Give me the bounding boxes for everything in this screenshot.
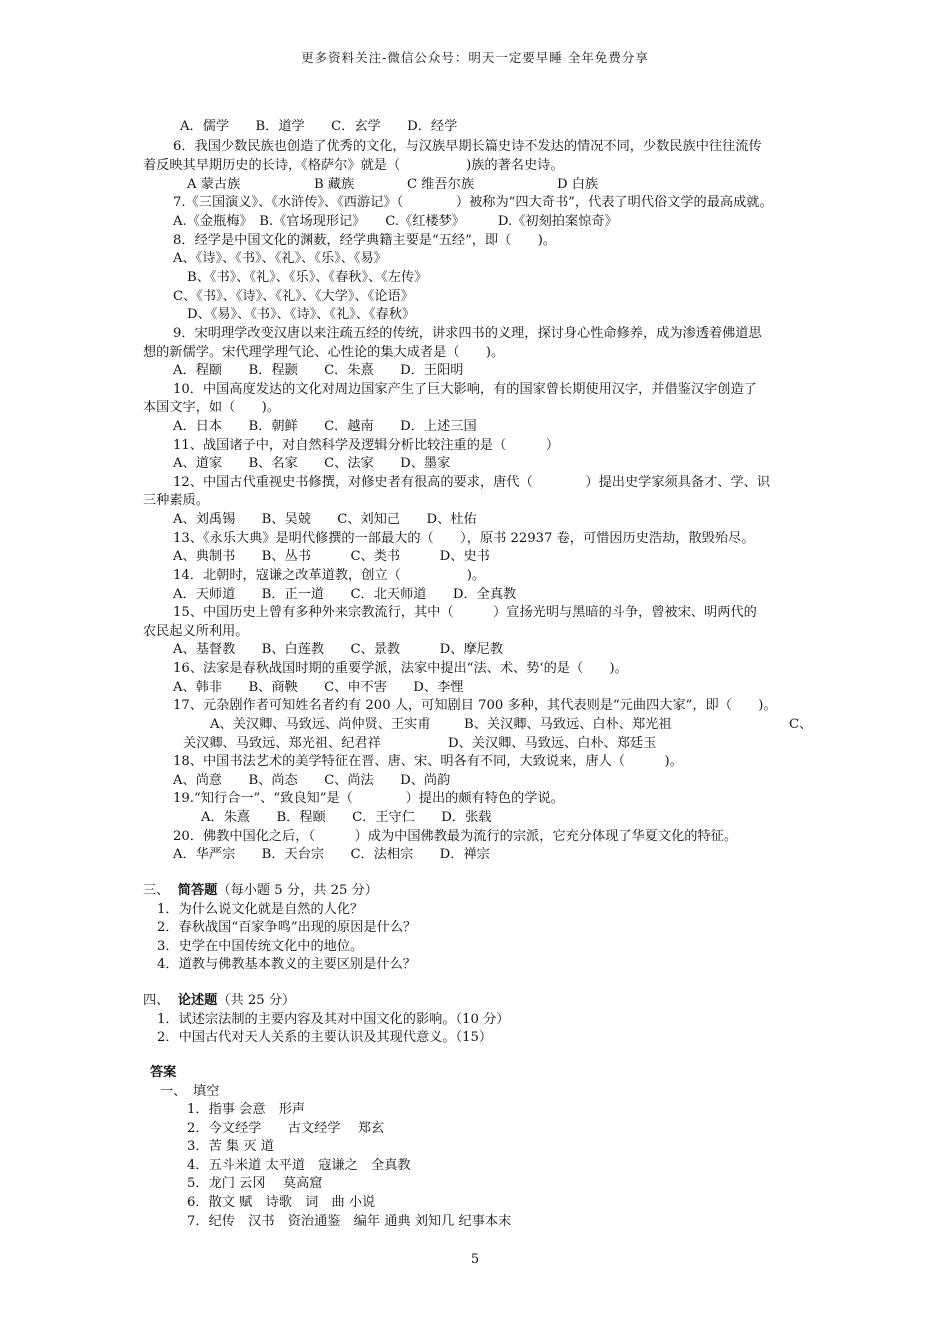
q8-option-d: D、《易》、《书》、《诗》、《礼》、《春秋》: [187, 307, 416, 322]
q9-text-line1: 9．宋明理学改变汉唐以来注疏五经的传统，讲求四书的义理，探讨身心性命修养，成为渗透着佛道思: [173, 326, 762, 341]
q6-option-c: C 维吾尔族: [407, 177, 475, 192]
q11-text: 11、战国诸子中，对自然科学及逻辑分析比较注重的是（ ）: [173, 438, 560, 453]
section3-number: 三、: [143, 883, 170, 898]
section3-item: 1．为什么说文化就是自然的人化？: [157, 902, 364, 917]
answers-part1-heading: 一、 填空: [160, 1084, 220, 1099]
section3-note: （每小题 5 分，共 25 分）: [217, 883, 378, 898]
section3-item: 3．史学在中国传统文化中的地位。: [157, 939, 364, 954]
section3-item: 2．春秋战国“百家争鸣”出现的原因是什么？: [157, 920, 417, 935]
q15-text-line2: 农民起义所利用。: [143, 624, 249, 639]
section4-item: 2．中国古代对天人关系的主要认识及其现代意义。（15）: [157, 1030, 493, 1045]
q6-text-line2: 着反映其早期历史的长诗，《格萨尔》就是（ )族的著名史诗。: [143, 158, 564, 173]
answer-item: 4．五斗米道 太平道 寇谦之 全真教: [187, 1158, 411, 1173]
q6-option-a: A 蒙古族: [187, 177, 241, 192]
q15-options: A、基督教 B、白莲教 C、景教 D、摩尼教: [173, 642, 504, 657]
q10-options: A．日本 B．朝鲜 C．越南 D．上述三国: [173, 419, 477, 434]
q20-text: 20．佛教中国化之后，（ ）成为中国佛教最为流行的宗派，它充分体现了华夏文化的特征。: [173, 829, 738, 844]
q17-option-d: D、关汉卿、马致远、白朴、郑廷玉: [448, 736, 657, 751]
section4-number: 四、: [143, 993, 170, 1008]
q8-text: 8．经学是中国文化的渊薮，经学典籍主要是“五经”，即（ )。: [173, 233, 557, 248]
section3-heading: [143, 881, 378, 900]
q16-options: A、韩非 B、商鞅 C、申不害 D、李悝: [173, 680, 464, 695]
q19-text: 19.“知行合一”、“致良知”是（ ）提出的颇有特色的学说。: [173, 791, 564, 806]
q18-options: A、尚意 B、尚态 C、尚法 D、尚韵: [173, 773, 451, 788]
section3-title: 简答题: [177, 883, 218, 898]
page-header: 更多资料关注-微信公众号：明天一定要早睡 全年免费分享: [301, 50, 649, 65]
q7-options: A.《金瓶梅》 B.《官场现形记》 C.《红楼梦》 D.《初刻拍案惊奇》: [173, 214, 618, 229]
q9-text-line2: 想的新儒学。宋代理学理气论、心性论的集大成者是（ )。: [143, 345, 505, 360]
answer-item: 5．龙门 云冈 莫高窟: [187, 1176, 323, 1191]
page-number: 5: [470, 1252, 480, 1267]
q19-options: A．朱熹 B．程颐 C．王守仁 D．张载: [201, 810, 492, 825]
answer-item: 3．苦 集 灭 道: [187, 1139, 274, 1154]
answers-title: 答案: [150, 1065, 177, 1080]
q14-text: 14．北朝时，寇谦之改革道教，创立（ )。: [173, 568, 486, 583]
section3-item: 4．道教与佛教基本教义的主要区别是什么？: [157, 957, 416, 972]
q6-option-b: B 藏族: [314, 177, 355, 192]
q9-options: A．程颐 B．程颢 C．朱熹 D．王阳明: [173, 363, 464, 378]
q16-text: 16、法家是春秋战国时期的重要学派，法家中提出“法、术、势‘的是（ )。: [173, 661, 628, 676]
q8-option-c: C、《书》、《诗》、《礼》、《大学》、《论语》: [173, 289, 414, 304]
q12-options: A、刘禹锡 B、吴兢 C、刘知己 D、杜佑: [173, 512, 477, 527]
q10-text-line1: 10．中国高度发达的文化对周边国家产生了巨大影响，有的国家曾长期使用汉字，并借鉴汉字创造了: [173, 382, 757, 397]
q14-options: A．天师道 B．正一道 C．北天师道 D．全真教: [173, 587, 517, 602]
q6-option-d: D 白族: [557, 177, 599, 192]
q5-options: A．儒学 B．道学 C．玄学 D．经学: [180, 119, 458, 134]
q13-options: A、典制书 B、丛书 C、类书 D、史书: [173, 549, 490, 564]
q8-option-b: B、《书》、《礼》、《乐》、《春秋》、《左传》: [187, 270, 428, 285]
q18-text: 18、中国书法艺术的美学特征在晋、唐、宋、明各有不同，大致说来，唐人（ )。: [173, 754, 683, 769]
answer-item: 2．今文经学 古文经学 郑玄: [187, 1121, 385, 1136]
answer-item: 6．散文 赋 诗歌 词 曲 小说: [187, 1195, 376, 1210]
q11-options: A、道家 B、名家 C、法家 D、墨家: [173, 456, 451, 471]
q17-option-c: 关汉卿、马致远、郑光祖、纪君祥: [183, 736, 381, 751]
q17-text: 17、元杂剧作者可知姓名者约有 200 人，可知剧目 700 多种，其代表则是“元曲四大家”，即（ )。: [173, 698, 777, 713]
q8-option-a: A、《诗》、《书》、《礼》、《乐》、《易》: [173, 251, 387, 266]
q17-option-a: A、关汉卿、马致远、尚仲贤、王实甫: [210, 717, 431, 732]
section4-note: （共 25 分）: [217, 993, 296, 1008]
section4-title: 论述题: [177, 993, 218, 1008]
q20-options: A．华严宗 B．天台宗 C．法相宗 D．禅宗: [173, 847, 490, 862]
q13-text: 13、《永乐大典》是明代修撰的一部最大的（ ），原书 22937 卷，可惜因历史浩劫，散毁殆尽。: [173, 531, 755, 546]
answer-item: 1．指事 会意 形声: [187, 1102, 306, 1117]
q12-text-line1: 12、中国古代重视史书修撰，对修史者有很高的要求，唐代（ ）提出史学家须具备才、学、识: [173, 475, 771, 490]
q7-text: 7.《三国演义》、《水浒传》、《西游记》（ ）被称为“四大奇书”，代表了明代俗文学的最高成就。: [173, 195, 773, 210]
q12-text-line2: 三种素质。: [143, 493, 209, 508]
q15-text-line1: 15、中国历史上曾有多种外来宗教流行，其中（ ）宣扬光明与黑暗的斗争，曾被宋、明两代的: [173, 605, 757, 620]
answer-item: 7．纪传 汉书 资治通鉴 编年 通典 刘知几 纪事本末: [187, 1214, 512, 1229]
section4-heading: [143, 991, 295, 1010]
q10-text-line2: 本国文字，如（ )。: [143, 400, 281, 415]
q17-option-b: B、关汉卿、马致远、白朴、郑光祖: [464, 717, 672, 732]
q17-option-c-prefix: C、: [789, 717, 813, 732]
section4-item: 1．试述宗法制的主要内容及其对中国文化的影响。（10 分）: [157, 1012, 510, 1027]
q6-text-line1: 6．我国少数民族也创造了优秀的文化，与汉族早期长篇史诗不发达的情况不同，少数民族中往往流传: [173, 139, 762, 154]
